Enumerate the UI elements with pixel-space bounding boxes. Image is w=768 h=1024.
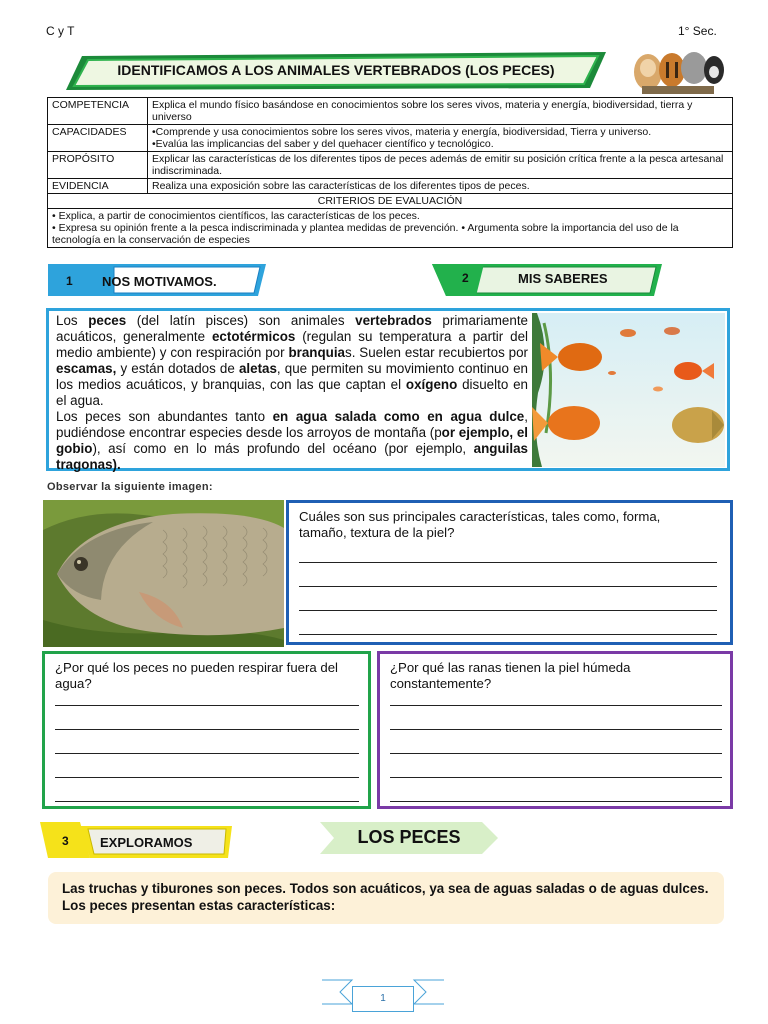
bold-term: peces: [88, 313, 127, 328]
table-row: [48, 125, 733, 152]
criteria-cell: [48, 209, 733, 248]
answer-lines-3[interactable]: [390, 682, 722, 802]
bold-term: oxígeno: [405, 377, 458, 392]
answer-line[interactable]: [390, 754, 722, 778]
answer-line[interactable]: [299, 539, 717, 563]
proposito-text: Explicar las características de los diferentes tipos de peces además de emitir su posición crítica frente a la pesca artesanal indiscriminada.: [148, 152, 733, 179]
criteria-item-1: • Explica, a partir de conocimientos científicos, las características de los peces.: [52, 210, 420, 222]
text-run: (regulan su temperatura a partir del medio ambiente) y con respiración por: [56, 329, 528, 360]
goldfish-image: [532, 313, 725, 467]
table-row: [48, 194, 733, 209]
table-row: [48, 209, 733, 248]
criteria-item-2: • Expresa su opinión frente a la pesca indiscriminada y plantea medidas de prevención. • Argumenta sobre la importancia del uso de la tecnología en la conservación de especies: [52, 222, 679, 246]
intro-paragraph-2: [56, 409, 528, 473]
answer-lines-2[interactable]: [55, 682, 359, 802]
text-run: Los peces son abundantes tanto: [56, 409, 273, 424]
carp-image: [43, 500, 284, 647]
bold-term: escamas,: [56, 361, 117, 376]
answer-line[interactable]: [55, 778, 359, 802]
section-3-label: EXPLORAMOS: [100, 835, 193, 850]
proposito-label: PROPÓSITO: [48, 152, 148, 179]
answer-line[interactable]: [299, 587, 717, 611]
capacidades-text-1: •Comprende y usa conocimientos sobre los seres vivos, materia y energía, biodiversidad, Tierra y universo.: [152, 126, 652, 138]
text-run: Los: [56, 313, 89, 328]
answer-line[interactable]: [390, 706, 722, 730]
answer-lines-1[interactable]: [299, 539, 717, 635]
subject-label: C y T: [46, 24, 75, 38]
table-row: [48, 152, 733, 179]
intro-text: [56, 313, 528, 473]
answer-line[interactable]: [55, 730, 359, 754]
table-row: [48, 179, 733, 194]
text-run: , pudiéndose encontrar especies desde los arroyos de montaña (p: [56, 409, 528, 440]
grade-label: 1° Sec.: [678, 24, 717, 38]
competencia-text: Explica el mundo físico basándose en conocimientos sobre los seres vivos, materia y energía, biodiversidad, tierra y universo: [148, 98, 733, 125]
answer-line[interactable]: [55, 754, 359, 778]
intro-paragraph-1: [56, 313, 528, 409]
observe-label: Observar la siguiente imagen:: [47, 481, 213, 493]
answer-line[interactable]: [299, 611, 717, 635]
text-run: ), así como en lo más profundo del océano (por ejemplo,: [92, 441, 474, 456]
competencia-label: COMPETENCIA: [48, 98, 148, 125]
table-row: [48, 98, 733, 125]
section-2-number: 2: [462, 271, 469, 285]
question-3-box: [377, 651, 733, 809]
evidencia-label: EVIDENCIA: [48, 179, 148, 194]
bold-term: en agua salada como en agua dulce: [272, 409, 525, 424]
text-run: primariamente acuáticos, generalmente: [56, 313, 528, 344]
text-run: (del latín pisces) son animales: [126, 313, 356, 328]
question-3-text: ¿Por qué las ranas tienen la piel húmeda constantemente?: [390, 660, 631, 691]
text-run: s. Suelen estar recubiertos por: [345, 345, 528, 360]
capacidades-label: CAPACIDADES: [48, 125, 148, 152]
question-1-text: Cuáles son sus principales características, tales como, forma, tamaño, textura de la piel?: [299, 509, 661, 540]
bold-term: aletas: [238, 361, 277, 376]
question-2-box: [42, 651, 371, 809]
section-2-label: MIS SABERES: [518, 271, 608, 286]
competency-table: [47, 97, 733, 248]
bold-term: branquia: [288, 345, 345, 360]
explore-text: Las truchas y tiburones son peces. Todos son acuáticos, ya sea de aguas saladas o de aguas dulces. Los peces presentan estas características:: [48, 872, 724, 924]
bold-term: or ejemplo, el gobio: [56, 425, 528, 456]
section-3-number: 3: [62, 834, 69, 848]
answer-line[interactable]: [55, 682, 359, 706]
answer-line[interactable]: [390, 778, 722, 802]
answer-line[interactable]: [390, 730, 722, 754]
bold-term: vertebrados: [355, 313, 432, 328]
bold-term: ectotérmicos: [211, 329, 296, 344]
section-1-tab: [44, 262, 272, 298]
answer-line[interactable]: [55, 706, 359, 730]
los-peces-banner: [320, 822, 498, 854]
answer-line[interactable]: [299, 563, 717, 587]
section-2-tab: [432, 262, 666, 298]
answer-line[interactable]: [390, 682, 722, 706]
page-title: IDENTIFICAMOS A LOS ANIMALES VERTEBRADOS (LOS PECES): [117, 62, 555, 78]
los-peces-title: LOS PECES: [357, 827, 461, 847]
section-3-tab: [40, 820, 236, 860]
capacidades-text-2: •Evalúa las implicancias del saber y del quehacer científico y tecnológico.: [152, 138, 494, 150]
question-2-text: ¿Por qué los peces no pueden respirar fuera del agua?: [55, 660, 338, 691]
section-1-label: NOS MOTIVAMOS.: [102, 274, 217, 289]
text-run: , que permiten su movimiento continuo en los medios acuáticos, y branquias, con las que captan el: [56, 361, 528, 392]
section-1-number: 1: [66, 274, 73, 288]
text-run: y están dotados de: [116, 361, 239, 376]
title-banner: [62, 50, 610, 92]
text-run: disuelto en el agua.: [56, 377, 529, 408]
criteria-header: CRITERIOS DE EVALUACIÓN: [48, 194, 733, 209]
evidencia-text: Realiza una exposición sobre las características de los diferentes tipos de peces.: [148, 179, 733, 194]
animals-image: [632, 42, 724, 96]
bold-term: anguilas tragonas).: [56, 441, 528, 472]
capacidades-cell: [148, 125, 733, 152]
question-1-box: [286, 500, 733, 645]
page-number: 1: [352, 986, 414, 1012]
